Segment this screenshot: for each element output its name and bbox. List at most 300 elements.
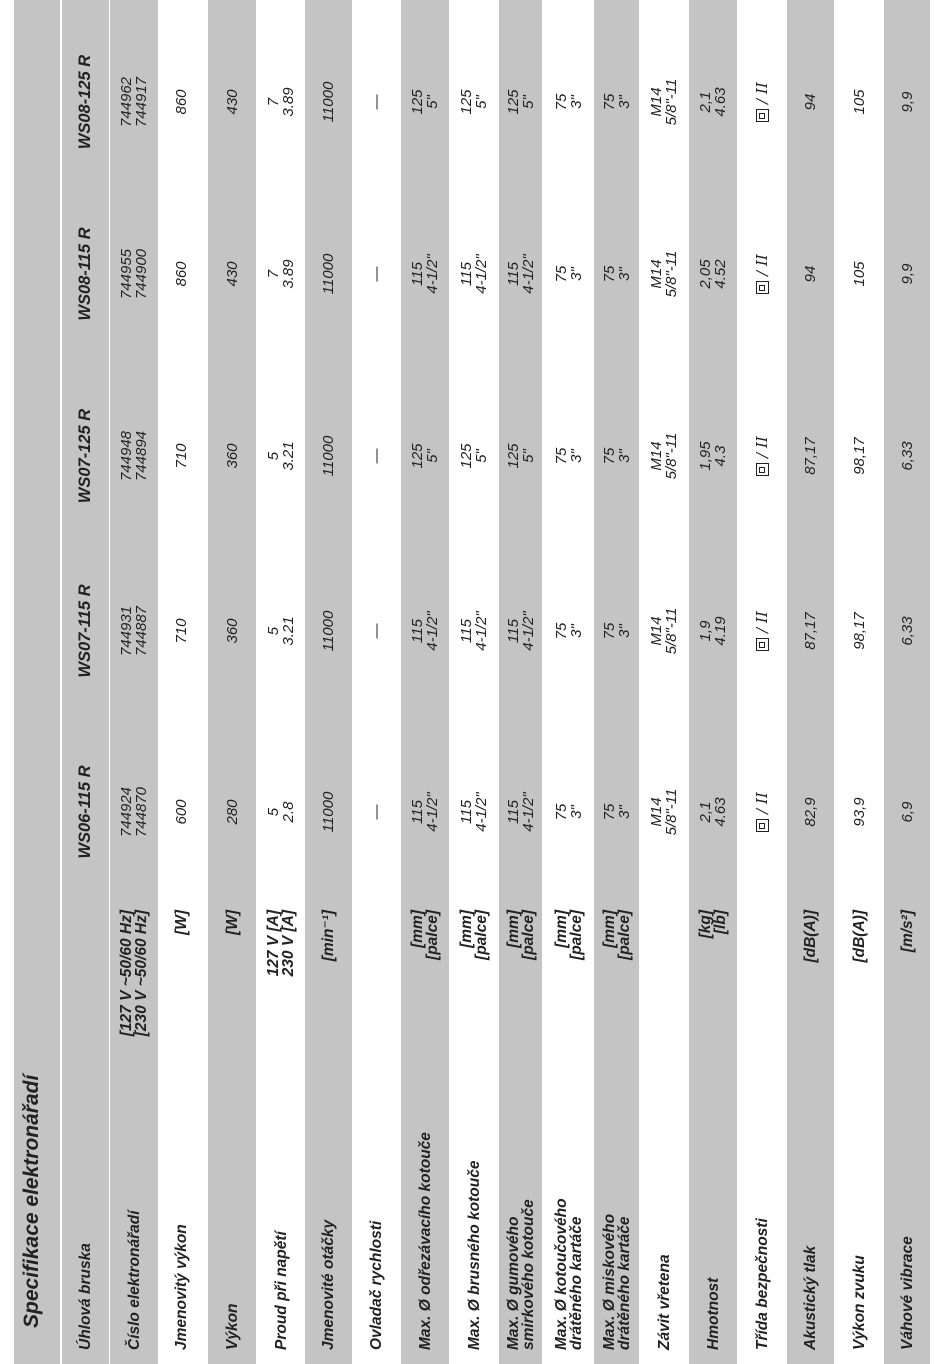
value-spindle-thread-line: M14	[648, 616, 665, 646]
value-rubber-disc	[499, 17, 542, 187]
row-label-rated-power	[161, 1030, 202, 1350]
row-label-wheel-brush	[546, 1030, 592, 1350]
value-weight-line: 2,1	[697, 91, 714, 113]
value-sound-pressure-line: 87,17	[802, 612, 819, 650]
value-current-line: 5	[265, 807, 282, 817]
value-rubber-disc	[499, 371, 542, 541]
row-label-output-line: Výkon	[223, 1303, 241, 1350]
row-unit-weight-line: [lb]	[712, 910, 729, 935]
value-sound-pressure-line: 82,9	[802, 797, 819, 827]
value-sound-power-line: 105	[851, 89, 868, 115]
value-spindle-thread	[641, 189, 687, 359]
safety-class-text: / II	[752, 611, 771, 633]
value-current	[258, 727, 304, 897]
value-vibration	[884, 189, 930, 359]
value-speed-line: 11000	[320, 253, 337, 295]
value-wheel-brush	[546, 546, 592, 716]
value-output	[208, 371, 256, 541]
row-label-safety-class	[740, 1030, 784, 1350]
value-rubber-disc-line: 4-1/2"	[519, 792, 537, 832]
value-rated-power-line: 860	[173, 261, 190, 287]
row-label-grinding-disc-line: Max. Ø brusného kotouče	[465, 1160, 483, 1350]
row-label-weight	[689, 1030, 737, 1350]
value-current-line: 7	[265, 97, 282, 107]
value-sound-power	[838, 371, 881, 541]
value-rated-power	[161, 727, 202, 897]
value-weight-line: 2,1	[697, 801, 714, 823]
row-unit-current	[258, 910, 304, 1030]
value-speed-control	[355, 546, 398, 716]
row-unit-sound-power	[838, 910, 881, 1030]
value-speed	[305, 17, 352, 187]
value-tool-number	[110, 17, 158, 187]
row-unit-sound-power-line: [dB(A)]	[851, 910, 868, 963]
model-header: WS07-125 R	[76, 408, 94, 504]
value-cup-brush-line: 3"	[615, 267, 633, 281]
row-label-sound-pressure	[787, 1030, 834, 1350]
value-wheel-brush-line: 3"	[568, 95, 585, 109]
value-sound-pressure	[787, 546, 834, 716]
value-current-line: 3.21	[280, 441, 297, 471]
value-wheel-brush	[546, 727, 592, 897]
safety-class-text: / II	[752, 792, 771, 814]
row-label-cutting-disc	[401, 1030, 449, 1350]
row-label-spindle-thread	[641, 1030, 687, 1350]
value-sound-pressure-line: 94	[802, 93, 819, 111]
value-sound-power	[838, 189, 881, 359]
row-unit-output-line: [W]	[223, 910, 241, 935]
value-output	[208, 17, 256, 187]
value-grinding-disc	[451, 546, 497, 716]
value-rated-power	[161, 546, 202, 716]
value-tool-number-line: 744870	[133, 786, 150, 838]
value-sound-power	[838, 17, 881, 187]
row-unit-rubber-disc	[499, 910, 542, 1030]
value-output	[208, 189, 256, 359]
value-wheel-brush-line: 3"	[568, 624, 585, 638]
row-label-rubber-disc-line: Max. Ø gumového	[504, 1216, 522, 1350]
safety-class-text: / II	[752, 254, 771, 276]
row-unit-cutting-disc-line: [palce]	[424, 910, 441, 960]
value-wheel-brush	[546, 189, 592, 359]
value-vibration	[884, 371, 930, 541]
value-current	[258, 546, 304, 716]
value-tool-number-line: 744962	[118, 76, 135, 128]
row-unit-cutting-disc	[401, 910, 449, 1030]
value-cutting-disc-line: 115	[409, 619, 426, 643]
value-sound-pressure-line: 87,17	[802, 437, 819, 475]
value-rated-power-line: 600	[173, 799, 190, 825]
value-weight-line: 4.19	[712, 616, 729, 646]
value-grinding-disc-line: 4-1/2"	[473, 611, 490, 651]
value-spindle-thread-line: 5/8"-11	[663, 607, 680, 655]
value-spindle-thread-line: 5/8"-11	[663, 78, 680, 126]
value-wheel-brush	[546, 17, 592, 187]
row-label-header	[62, 1030, 109, 1350]
value-current-line: 3.89	[280, 87, 297, 117]
value-output-line: 430	[223, 89, 241, 115]
value-current	[258, 189, 304, 359]
value-tool-number-line: 744900	[133, 248, 150, 300]
value-wheel-brush-line: 3"	[568, 805, 585, 819]
value-sound-power-line: 98,17	[851, 437, 868, 475]
value-output	[208, 546, 256, 716]
value-cup-brush	[594, 546, 639, 716]
value-rubber-disc-line: 5"	[519, 95, 537, 109]
row-unit-wheel-brush-line: [mm]	[553, 910, 570, 948]
value-spindle-thread-line: 5/8"-11	[663, 788, 680, 836]
row-unit-cup-brush-line: [palce]	[615, 910, 633, 960]
value-vibration-line: 6,9	[898, 801, 916, 823]
value-weight-line: 4.52	[712, 259, 729, 289]
value-vibration-line: 9,9	[898, 263, 916, 285]
value-sound-power-line: 105	[851, 261, 868, 287]
value-speed	[305, 727, 352, 897]
value-wheel-brush-line: 75	[553, 447, 570, 465]
value-spindle-thread	[641, 17, 687, 187]
value-tool-number-line: 744894	[133, 430, 150, 482]
value-cutting-disc	[401, 727, 449, 897]
row-label-grinding-disc	[451, 1030, 497, 1350]
row-unit-rubber-disc-line: [mm]	[504, 910, 522, 948]
row-unit-wheel-brush	[546, 910, 592, 1030]
model-header: WS08-115 R	[76, 227, 94, 321]
value-cup-brush	[594, 17, 639, 187]
row-label-sound-power-line: Výkon zvuku	[851, 1255, 868, 1350]
value-grinding-disc-line: 4-1/2"	[473, 254, 490, 294]
value-current-line: 3.89	[280, 259, 297, 289]
value-current	[258, 371, 304, 541]
value-weight-line: 4.3	[712, 445, 729, 467]
value-speed-control	[355, 727, 398, 897]
row-label-current	[258, 1030, 304, 1350]
value-rubber-disc-line: 125	[504, 443, 522, 469]
value-weight-line: 4.63	[712, 87, 729, 117]
value-current-line: 5	[265, 451, 282, 461]
value-grinding-disc-line: 115	[458, 262, 475, 286]
double-insulation-icon	[756, 819, 769, 832]
value-spindle-thread-line: M14	[648, 797, 665, 827]
row-label-spindle-thread-line: Závit vřetena	[655, 1254, 673, 1350]
value-spindle-thread-line: M14	[648, 441, 665, 471]
value-spindle-thread-line: M14	[648, 259, 665, 289]
value-rubber-disc-line: 115	[504, 800, 522, 824]
value-cup-brush-line: 3"	[615, 624, 633, 638]
value-rubber-disc-line: 115	[504, 262, 522, 286]
value-cup-brush-line: 3"	[615, 449, 633, 463]
value-tool-number	[110, 546, 158, 716]
value-speed	[305, 189, 352, 359]
model-header: WS06-115 R	[76, 765, 94, 859]
value-cutting-disc-line: 5"	[424, 95, 441, 109]
row-label-speed-line: Jmenovité otáčky	[320, 1219, 337, 1350]
value-cutting-disc	[401, 371, 449, 541]
value-spindle-thread-line: 5/8"-11	[663, 250, 680, 298]
value-wheel-brush-line: 75	[553, 265, 570, 283]
value-rubber-disc-line: 4-1/2"	[519, 611, 537, 651]
value-tool-number-line: 744931	[118, 605, 135, 657]
row-unit-tool-number-line: [230 V ~50/60 Hz]	[133, 910, 150, 1037]
value-wheel-brush-line: 75	[553, 622, 570, 640]
value-weight-line: 1,9	[697, 620, 714, 642]
row-unit-cutting-disc-line: [mm]	[409, 910, 426, 948]
value-current-line: 3.21	[280, 616, 297, 646]
value-spindle-thread	[641, 371, 687, 541]
value-grinding-disc-line: 125	[458, 443, 475, 469]
safety-class-text: / II	[752, 82, 771, 104]
value-spindle-thread	[641, 546, 687, 716]
value-tool-number	[110, 189, 158, 359]
value-output-line: 360	[223, 443, 241, 469]
value-grinding-disc	[451, 727, 497, 897]
value-weight	[689, 546, 737, 716]
value-weight	[689, 727, 737, 897]
value-grinding-disc	[451, 189, 497, 359]
value-speed-control	[355, 17, 398, 187]
row-label-wheel-brush-line: drátěného kartáče	[568, 1216, 585, 1350]
value-tool-number-line: 744887	[133, 605, 150, 657]
value-current	[258, 17, 304, 187]
row-label-cup-brush	[594, 1030, 639, 1350]
value-sound-pressure-line: 94	[802, 265, 819, 283]
value-current-line: 2.8	[280, 801, 297, 823]
value-grinding-disc-line: 115	[458, 619, 475, 643]
value-weight-line: 4.63	[712, 797, 729, 827]
value-sound-power	[838, 727, 881, 897]
value-output-line: 430	[223, 261, 241, 287]
value-cup-brush-line: 75	[600, 93, 618, 111]
value-cutting-disc	[401, 546, 449, 716]
row-label-weight-line: Hmotnost	[704, 1277, 722, 1350]
row-unit-grinding-disc-line: [mm]	[458, 910, 475, 948]
value-spindle-thread-line: M14	[648, 87, 665, 117]
row-label-vibration-line: Váhové vibrace	[898, 1236, 916, 1350]
value-cup-brush	[594, 371, 639, 541]
value-output-line: 280	[223, 799, 241, 825]
value-cutting-disc	[401, 189, 449, 359]
double-insulation-icon	[756, 463, 769, 476]
row-unit-cup-brush	[594, 910, 639, 1030]
model-header: WS07-115 R	[76, 584, 94, 678]
value-grinding-disc-line: 115	[458, 800, 475, 824]
value-cup-brush-line: 3"	[615, 95, 633, 109]
value-vibration-line: 6,33	[898, 441, 916, 471]
value-speed-line: 11000	[320, 791, 337, 833]
value-sound-power-line: 93,9	[851, 797, 868, 827]
value-vibration	[884, 727, 930, 897]
value-rated-power	[161, 17, 202, 187]
value-current-line: 5	[265, 626, 282, 636]
row-unit-vibration-line: [m/s²]	[898, 910, 916, 953]
value-weight-line: 1,95	[697, 441, 714, 471]
value-wheel-brush-line: 75	[553, 803, 570, 821]
value-rubber-disc-line: 115	[504, 619, 522, 643]
value-cup-brush-line: 3"	[615, 805, 633, 819]
row-label-safety-class-line: Třída bezpečnosti	[753, 1218, 771, 1350]
double-insulation-icon	[756, 281, 769, 294]
value-speed-line: 11000	[320, 81, 337, 123]
value-safety-class	[740, 546, 784, 716]
value-cup-brush-line: 75	[600, 622, 618, 640]
value-safety-class	[740, 727, 784, 897]
value-rated-power-line: 710	[173, 618, 190, 644]
value-wheel-brush	[546, 371, 592, 541]
row-label-rubber-disc-line: smirkového kotouče	[519, 1199, 537, 1350]
row-label-speed-control-line: Ovladač rychlosti	[368, 1220, 385, 1350]
value-cup-brush-line: 75	[600, 803, 618, 821]
value-weight	[689, 17, 737, 187]
row-unit-rubber-disc-line: [palce]	[519, 910, 537, 960]
value-rubber-disc-line: 125	[504, 89, 522, 115]
row-label-sound-power	[838, 1030, 881, 1350]
value-speed-control-line: —	[368, 623, 385, 639]
value-safety-class	[740, 189, 784, 359]
value-cutting-disc-line: 125	[409, 443, 426, 469]
value-grinding-disc-line: 125	[458, 89, 475, 115]
value-rubber-disc	[499, 546, 542, 716]
value-grinding-disc-line: 4-1/2"	[473, 792, 490, 832]
value-rubber-disc	[499, 727, 542, 897]
page-title: Specifikace elektronářadí	[20, 1074, 43, 1328]
value-speed-control-line: —	[368, 94, 385, 110]
row-unit-grinding-disc-line: [palce]	[473, 910, 490, 960]
value-cutting-disc-line: 4-1/2"	[424, 611, 441, 651]
value-cutting-disc-line: 115	[409, 800, 426, 824]
value-vibration-line: 6,33	[898, 616, 916, 646]
value-rubber-disc-line: 4-1/2"	[519, 254, 537, 294]
row-label-tool-number-line: Číslo elektronářadí	[125, 1210, 143, 1350]
value-spindle-thread	[641, 727, 687, 897]
value-wheel-brush-line: 3"	[568, 267, 585, 281]
row-label-output	[208, 1030, 256, 1350]
value-cup-brush	[594, 727, 639, 897]
value-speed-control	[355, 189, 398, 359]
value-speed	[305, 371, 352, 541]
row-unit-current-line: 127 V [A]	[265, 910, 282, 977]
value-sound-power-line: 98,17	[851, 612, 868, 650]
double-insulation-icon	[756, 109, 769, 122]
row-label-tool-number	[110, 1030, 158, 1350]
value-grinding-disc-line: 5"	[473, 449, 490, 463]
model-header: WS08-125 R	[76, 54, 94, 150]
value-tool-number-line: 744955	[118, 248, 135, 300]
value-current-line: 7	[265, 269, 282, 279]
value-weight	[689, 189, 737, 359]
value-cutting-disc-line: 4-1/2"	[424, 792, 441, 832]
row-unit-output	[208, 910, 256, 1030]
row-unit-speed	[305, 910, 352, 1030]
row-unit-current-line: 230 V [A]	[280, 910, 297, 977]
row-label-current-line: Proud při napětí	[272, 1231, 290, 1350]
value-tool-number	[110, 727, 158, 897]
row-label-cup-brush-line: drátěného kartáče	[615, 1216, 633, 1350]
row-label-sound-pressure-line: Akustický tlak	[802, 1245, 819, 1350]
value-tool-number-line: 744948	[118, 430, 135, 482]
value-cutting-disc-line: 115	[409, 262, 426, 286]
row-unit-vibration	[884, 910, 930, 1030]
row-unit-grinding-disc	[451, 910, 497, 1030]
value-vibration-line: 9,9	[898, 91, 916, 113]
value-grinding-disc-line: 5"	[473, 95, 490, 109]
value-output-line: 360	[223, 618, 241, 644]
value-cutting-disc-line: 5"	[424, 449, 441, 463]
value-weight	[689, 371, 737, 541]
value-grinding-disc	[451, 371, 497, 541]
row-unit-rated-power-line: [W]	[173, 910, 190, 935]
value-sound-pressure	[787, 189, 834, 359]
value-sound-pressure	[787, 371, 834, 541]
row-unit-weight	[689, 910, 737, 1030]
value-tool-number-line: 744924	[118, 786, 135, 838]
value-speed-control-line: —	[368, 266, 385, 282]
value-cutting-disc-line: 125	[409, 89, 426, 115]
value-wheel-brush-line: 3"	[568, 449, 585, 463]
value-cup-brush-line: 75	[600, 447, 618, 465]
value-vibration	[884, 17, 930, 187]
value-speed	[305, 546, 352, 716]
row-label-header-line: Úhlová bruska	[77, 1243, 94, 1350]
row-label-wheel-brush-line: Max. Ø kotoučového	[553, 1198, 570, 1350]
value-safety-class	[740, 371, 784, 541]
safety-class-text: / II	[752, 436, 771, 458]
value-speed-control-line: —	[368, 448, 385, 464]
value-cup-brush	[594, 189, 639, 359]
value-rated-power	[161, 189, 202, 359]
row-unit-sound-pressure	[787, 910, 834, 1030]
value-rubber-disc-line: 5"	[519, 449, 537, 463]
value-grinding-disc	[451, 17, 497, 187]
value-cutting-disc-line: 4-1/2"	[424, 254, 441, 294]
value-sound-power	[838, 546, 881, 716]
value-vibration	[884, 546, 930, 716]
value-tool-number	[110, 371, 158, 541]
row-label-rated-power-line: Jmenovitý výkon	[173, 1224, 190, 1350]
value-rated-power	[161, 371, 202, 541]
value-weight-line: 2,05	[697, 259, 714, 289]
row-unit-cup-brush-line: [mm]	[600, 910, 618, 948]
value-rated-power-line: 860	[173, 89, 190, 115]
value-cup-brush-line: 75	[600, 265, 618, 283]
row-label-cutting-disc-line: Max. Ø odřezávacího kotouče	[416, 1132, 434, 1350]
row-unit-weight-line: [kg]	[697, 910, 714, 939]
row-label-speed	[305, 1030, 352, 1350]
value-sound-pressure	[787, 727, 834, 897]
value-speed-control-line: —	[368, 804, 385, 820]
row-label-speed-control	[355, 1030, 398, 1350]
value-tool-number-line: 744917	[133, 76, 150, 128]
row-unit-tool-number	[110, 910, 158, 1037]
row-label-rubber-disc	[499, 1030, 542, 1350]
value-rated-power-line: 710	[173, 443, 190, 469]
row-unit-rated-power	[161, 910, 202, 1030]
value-sound-pressure	[787, 17, 834, 187]
value-cutting-disc	[401, 17, 449, 187]
row-label-cup-brush-line: Max. Ø miskového	[600, 1213, 618, 1350]
value-speed-control	[355, 371, 398, 541]
row-unit-tool-number-line: [127 V ~50/60 Hz]	[118, 910, 135, 1037]
value-rubber-disc	[499, 189, 542, 359]
value-output	[208, 727, 256, 897]
value-speed-line: 11000	[320, 435, 337, 477]
value-speed-line: 11000	[320, 610, 337, 652]
double-insulation-icon	[756, 638, 769, 651]
value-safety-class	[740, 17, 784, 187]
row-label-vibration	[884, 1030, 930, 1350]
row-unit-sound-pressure-line: [dB(A)]	[802, 910, 819, 963]
value-spindle-thread-line: 5/8"-11	[663, 432, 680, 480]
row-unit-wheel-brush-line: [palce]	[568, 910, 585, 960]
value-wheel-brush-line: 75	[553, 93, 570, 111]
